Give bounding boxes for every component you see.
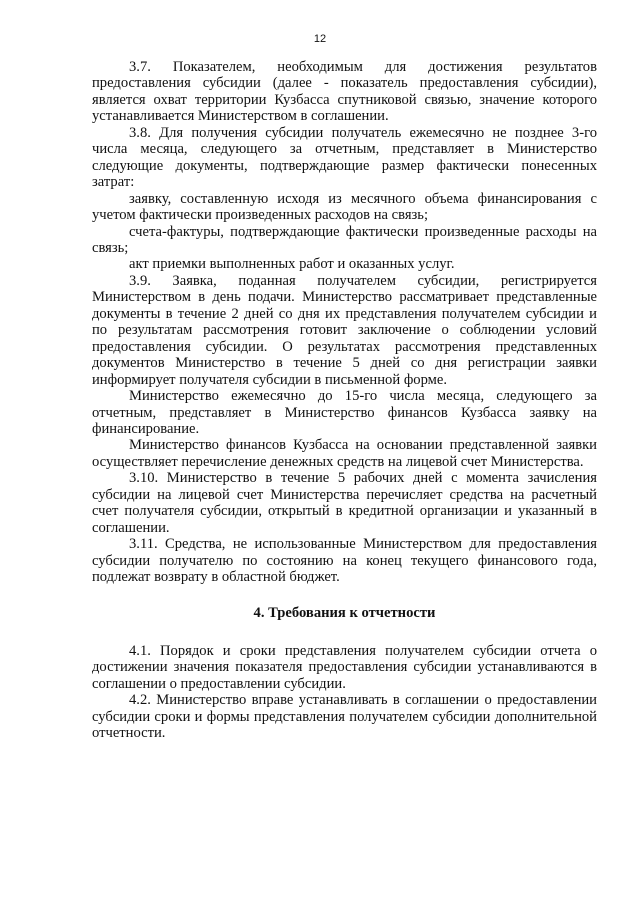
section-heading: 4. Требования к отчетности	[253, 604, 436, 621]
paragraph-3-10: 3.10. Министерство в течение 5 рабочих дней с момента зачисления субсидии на лицевой счет Министерства перечисляет средства на расчетный счет получателя субсидии, открытый в кредитной организации и указанный в соглашении.	[92, 470, 597, 536]
paragraph-3-8: 3.8. Для получения субсидии получатель ежемесячно не позднее 3-го числа месяца, следующего за отчетным, представляет в Министерство следующие документы, подтверждающие размер фактически понесенных затрат:	[92, 124, 597, 191]
list-item-invoices: счета-фактуры, подтверждающие фактически произведенные расходы на связь;	[92, 223, 597, 256]
document-body	[92, 59, 597, 742]
paragraph-ministry-finance: Министерство финансов Кузбасса на основании представленной заявки осуществляет перечисление денежных средств на лицевой счет Министерства.	[92, 437, 597, 470]
paragraph-4-1: 4.1. Порядок и сроки представления получателем субсидии отчета о достижении значения показателя предоставления субсидии устанавливаются в соглашении о предоставлении субсидии.	[92, 642, 597, 692]
paragraph-3-9: 3.9. Заявка, поданная получателем субсидии, регистрируется Министерством в день подачи. Министерство рассматривает представленные документы в течение 2 дней со дня их представления получателем субсидии и по результатам рассмотрения готовит заключение о соблюдении условий предоставления субсидии. О результатах рассмотрения представленных документов Министерство в течение 5 дней со дня регистрации заявки информирует получателя субсидии в письменной форме.	[92, 272, 597, 388]
page-number: 12	[313, 33, 327, 45]
list-item-application: заявку, составленную исходя из месячного объема финансирования с учетом фактически произведенных расходов на связь;	[92, 190, 597, 224]
paragraph-3-7: 3.7. Показателем, необходимым для достижения результатов предоставления субсидии (далее - показатель предоставления субсидии), является охват территории Кузбасса спутниковой связью, значение которого устанавливается Министерством в соглашении.	[92, 59, 597, 125]
paragraph-3-11: 3.11. Средства, не использованные Министерством для предоставления субсидии получателю по состоянию на конец текущего финансового года, подлежат возврату в областной бюджет.	[92, 536, 597, 586]
paragraph-4-2: 4.2. Министерство вправе устанавливать в соглашении о предоставлении субсидии сроки и формы представления получателем субсидии дополнительной отчетности.	[92, 692, 597, 742]
list-item-acceptance-act: акт приемки выполненных работ и оказанных услуг.	[129, 256, 455, 273]
paragraph-ministry-monthly: Министерство ежемесячно до 15-го числа месяца, следующего за отчетным, представляет в Министерство финансов Кузбасса заявку на финансирование.	[92, 388, 597, 437]
